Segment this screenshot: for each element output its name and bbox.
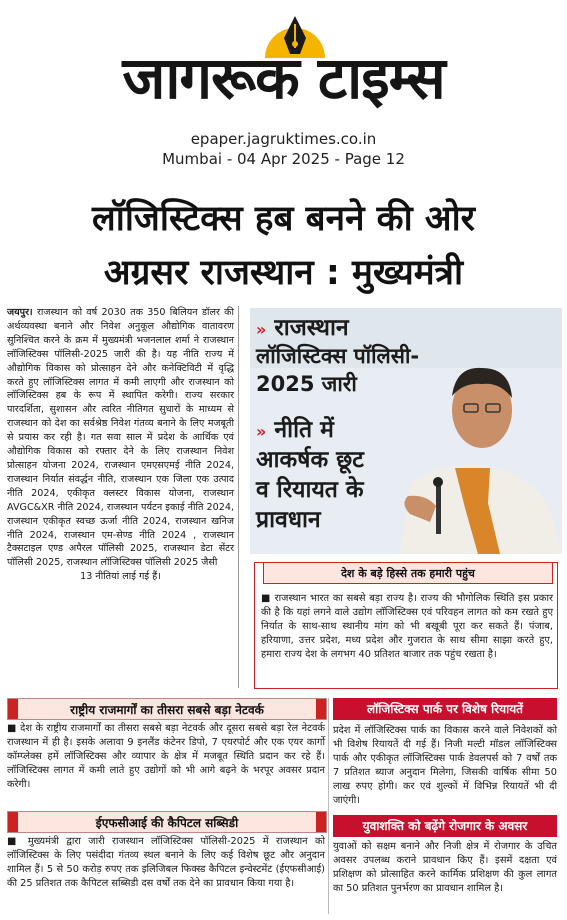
dateline: जयपुर। xyxy=(7,307,33,318)
youth-section-heading: युवाशक्ति को बढ़ेंगे रोजगार के अवसर xyxy=(333,815,557,837)
youth-section-body: युवाओं को सक्षम बनाने और निजी क्षेत्र में रोजगार के उचित अवसर उपलब्ध कराने प्रावधान किए हैं। इसमें दक्षता एवं प्रशिक्षण को प्रोत्साहित करने कार्मिक प्रशिक्षण की कुल लागत का 50 प्रतिशत पुनर्भरण का प्रावधान शामिल है। xyxy=(333,841,557,894)
epaper-url: epaper.jagruktimes.co.in xyxy=(190,130,377,148)
highway-section-body: ■ देश के राष्ट्रीय राजमार्गों का तीसरा सबसे बड़ा नेटवर्क और दूसरा सबसे बड़ा रेल नेटवर्क राजस्थान में ही है। इसके अलावा 9 इनलैंड कंटेनर डिपो, 7 एयरपोर्ट और एक एयर कार्गो कॉम्प्लेक्स हमें लॉजिस्टिक्स और व्यापार के क्षेत्र में मजबूत स्थिति प्रदान कर रहे हैं। लॉजिस्टिक्स लागत में कमी लाते हुए उद्योगों को भी आगे बढ़ने के भरपूर अवसर प्रदान करेगी। xyxy=(7,723,325,790)
headline xyxy=(10,192,557,300)
photo-overlay-line-5: आकर्षक छूट xyxy=(256,447,364,473)
lead-photo xyxy=(250,308,562,554)
photo-overlay-line-7: प्रावधान xyxy=(256,507,321,533)
reach-box xyxy=(254,562,558,689)
photo-overlay-line-6: व रियायत के xyxy=(256,477,364,503)
lead-body: राजस्थान को वर्ष 2030 तक 350 बिलियन डॉलर की अर्थव्यवस्था बनाने और निवेश अनुकूल औद्योगिक वातावरण सुनिश्चित करने के क्रम में मुख्यमंत्री भजनलाल शर्मा ने राजस्थान लॉजिस्टिक्स पॉलिसी-2025 जारी की है। यह नीति राज्य में औद्योगिक विकास को प्रोत्साहन देने और कनेक्टिविटी में वृद्धि करते हुए लॉजिस्टिक्स लागत में कमी लाएगी और राजस्थान को लॉजिस्टिक्स हब के रूप में स्थापित करेगी। राज्य सरकार पारदर्शिता, सुशासन और त्वरित नीतिगत सुधारों के माध्यम से राजस्थान को देश का सर्वश्रेष्ठ निवेश गंतव्य बनाने के लिए मजबूती से प्रयास कर रही है। गत सवा साल में प्रदेश के आर्थिक एवं औद्योगिक विकास को रफ्तार देने के लिए राजस्थान निवेश प्रोत्साहन योजना 2024, राजस्थान एमएसएमई नीति 2024, राजस्थान निर्यात संवर्द्धन नीति, राजस्थान एक जिला एक उत्पाद नीति 2024, एकीकृत क्लस्टर विकास योजना, राजस्थान AVGC&XR नीति 2024, राजस्थान पर्यटन इकाई नीति 2024, राजस्थान एकीकृत स्वच्छ ऊर्जा नीति 2024, राजस्थान खनिज नीति 2024, राजस्थान एम-सेण्ड नीति 2024 , राजस्थान टैक्सटाइल एण्ड अपैरल पॉलिसी 2025, राजस्थान डेटा सेंटर पॉलिसी 2025, राजस्थान लॉजिस्टिक्स पॉलिसी 2025 जैसी xyxy=(7,307,234,569)
highway-section-heading: राष्ट्रीय राजमार्गों का तीसरा सबसे बड़ा नेटवर्क xyxy=(7,698,327,720)
park-section-heading: लॉजिस्टिक्स पार्क पर विशेष रियायतें xyxy=(333,698,557,720)
reach-body: ■ राजस्थान भारत का सबसे बड़ा राज्य है। राज्य की भौगोलिक स्थिति इस प्रकार की है कि यहां लगने वाले उद्योग लॉजिस्टिक्स एवं परिवहन लागत को कम रखते हुए निर्यात के साथ-साथ स्थानीय मांग को भी बखूबी पूरा कर सकते हैं। पंजाब, हरियाणा, उत्तर प्रदेश, मध्य प्रदेश और गुजरात के साथ सीमा साझा करते हुए, हमारा राज्य देश के लगभग 40 प्रतिशत बाजार तक पहुंच रखता है। xyxy=(261,593,553,660)
lead-last-line: 13 नीतियां लाई गई हैं। xyxy=(80,571,161,583)
headline-line-1: लॉजिस्टिक्स हब बनने की ओर xyxy=(92,199,475,239)
double-chevron-right-icon: » xyxy=(256,320,267,339)
masthead xyxy=(0,0,567,118)
newspaper-brand: जागरूक टाइम्स xyxy=(122,44,445,112)
lead-article xyxy=(7,306,239,688)
photo-overlay-line-1: » राजस्थान xyxy=(256,315,349,341)
headline-line-2: अग्रसर राजस्थान : मुख्यमंत्री xyxy=(103,253,464,293)
reach-heading: देश के बड़े हिस्से तक हमारी पहुंच xyxy=(263,562,553,584)
subsidy-section-heading: ईएफसीआई की कैपिटल सब्सिडी xyxy=(7,811,327,833)
column-divider xyxy=(328,698,329,914)
edition-info: Mumbai - 04 Apr 2025 - Page 12 xyxy=(162,150,405,168)
double-chevron-right-icon: » xyxy=(256,422,267,441)
photo-overlay-line-2: लॉजिस्टिक्स पॉलिसी- xyxy=(256,344,420,368)
park-section-body: प्रदेश में लॉजिस्टिक्स पार्क का विकास करने वाले निवेशकों को भी विशेष रियायतें दी गई हैं। निजी मल्टी मॉडल लॉजिस्टिक्स पार्क और एकीकृत लॉजिस्टिक्स पार्क डेवलपर्स को 7 वर्षों तक 7 प्रतिशत ब्याज अनुदान मिलेगा, जिसकी वार्षिक सीमा 50 लाख रुपए होगी। कर एवं शुल्कों में विभिन्न रियायतें भी दी जाएंगी। xyxy=(333,725,557,806)
photo-overlay-line-3: 2025 जारी xyxy=(256,372,357,396)
photo-overlay-line-4: » नीति में xyxy=(256,417,334,443)
subsidy-section-body: ■ मुख्यमंत्री द्वारा जारी राजस्थान लॉजिस्टिक्स पॉलिसी-2025 में राजस्थान को लॉजिस्टिक्स के लिए पसंदीदा गंतव्य स्थल बनाने के लिए कई विशेष छूट और अनुदान शामिल हैं। 5 से 50 करोड़ रुपए तक इलिजिबल फिक्स्ड कैपिटल इन्वेस्टमेंट (ईएफसीआई) की 25 प्रतिशत तक कैपिटल सब्सिडी दस वर्षों तक देने का प्रावधान किया गया है। xyxy=(7,836,326,889)
